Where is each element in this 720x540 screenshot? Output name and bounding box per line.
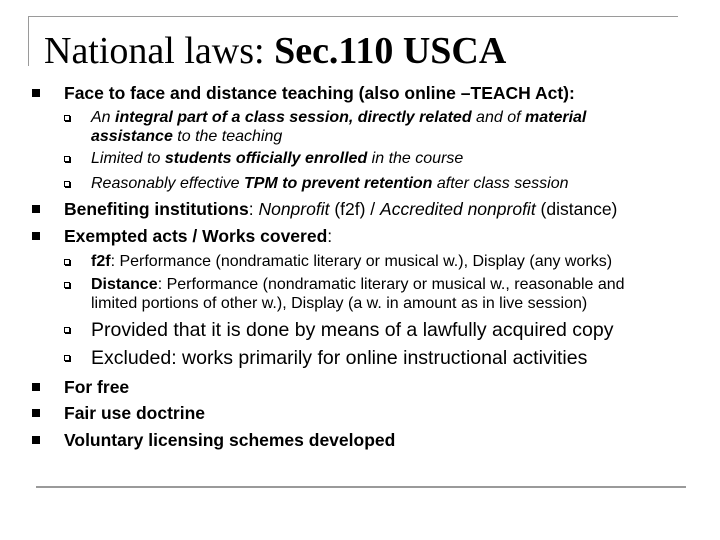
bullet-for-free: For free: [64, 377, 130, 397]
hollow-square-bullet-icon: [64, 156, 70, 162]
hollow-square-bullet-icon: [64, 181, 70, 187]
frame-top-line: [28, 16, 678, 17]
sub-bullet-excluded: Excluded: works primarily for online instructional activities: [91, 347, 588, 369]
bullet-face-to-face: Face to face and distance teaching (also online –TEACH Act):: [64, 83, 575, 103]
square-bullet-icon: [32, 232, 40, 240]
square-bullet-icon: [32, 436, 40, 444]
hollow-square-bullet-icon: [64, 259, 70, 265]
hollow-square-bullet-icon: [64, 115, 70, 121]
title-plain: National laws:: [44, 30, 275, 72]
bullet-exempted-acts: Exempted acts / Works covered:: [64, 226, 333, 246]
slide-title: [44, 28, 506, 74]
sub-bullet-f2f: f2f: Performance (nondramatic literary or musical w.), Display (any works): [91, 253, 613, 270]
square-bullet-icon: [32, 89, 40, 97]
title-bold: Sec.110 USCA: [274, 30, 507, 72]
hollow-square-bullet-icon: [64, 282, 70, 288]
frame-left-line: [28, 16, 29, 66]
sub-bullet-distance: Distance: Performance (nondramatic literary or musical w., reasonable and: [91, 276, 625, 293]
square-bullet-icon: [32, 409, 40, 417]
bullet-benefiting-institutions: Benefiting institutions: Nonprofit (f2f) / Accredited nonprofit (distance): [64, 199, 618, 219]
sub-bullet-distance-cont: limited portions of other w.), Display (a w. in amount as in live session): [91, 295, 588, 312]
hollow-square-bullet-icon: [64, 327, 70, 333]
square-bullet-icon: [32, 383, 40, 391]
bullet-fair-use: Fair use doctrine: [64, 403, 206, 423]
sub-bullet-tpm: Reasonably effective TPM to prevent retention after class session: [91, 175, 569, 192]
sub-bullet-integral-part: An integral part of a class session, directly related and of material: [91, 109, 587, 126]
bullet-voluntary-licensing: Voluntary licensing schemes developed: [64, 430, 396, 450]
hollow-square-bullet-icon: [64, 355, 70, 361]
sub-bullet-lawful-copy: Provided that it is done by means of a lawfully acquired copy: [91, 319, 614, 341]
sub-bullet-limited: Limited to students officially enrolled in the course: [91, 150, 464, 167]
sub-bullet-integral-part-cont: assistance to the teaching: [91, 128, 283, 145]
square-bullet-icon: [32, 205, 40, 213]
bottom-rule: [36, 486, 686, 488]
